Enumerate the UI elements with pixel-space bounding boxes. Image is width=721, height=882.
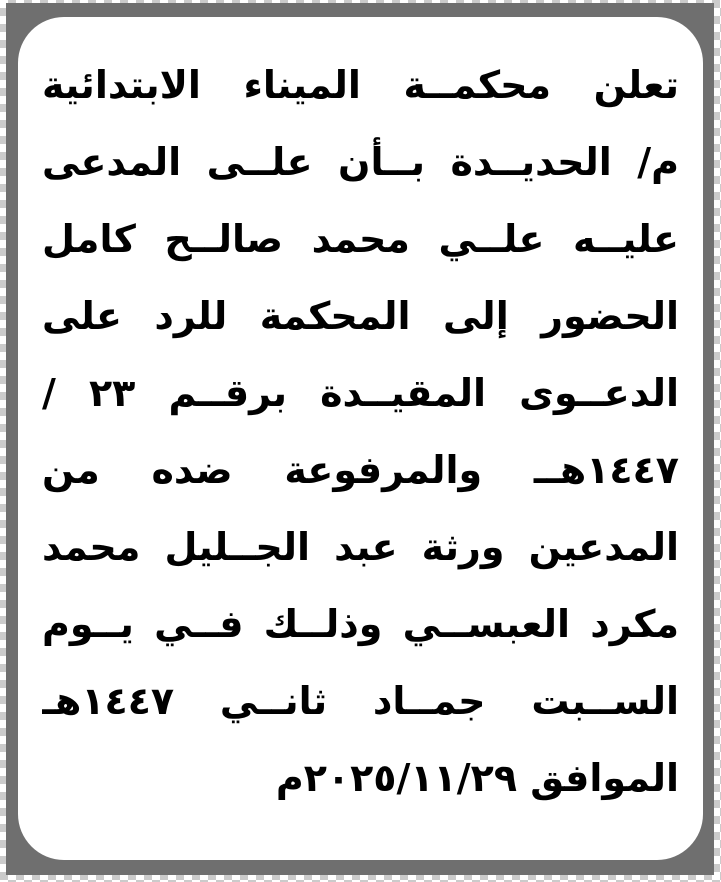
notice-line-3: عليــه علــي محمد صالــح كامل [42, 217, 679, 261]
notice-line-8: مكرد العبســي وذلــك فــي يــوم [42, 602, 679, 646]
notice-line-5: الدعــوى المقيــدة برقــم ٢٣ / [42, 371, 679, 415]
notice-line-9: الســبت جمــاد ثانــي ١٤٤٧هـ [42, 679, 679, 723]
notice-line-2: م/ الحديــدة بــأن علــى المدعى [42, 140, 679, 184]
notice-line-10: الموافق ٢٠٢٥/١١/٢٩م [275, 756, 679, 800]
notice-text-block [42, 47, 679, 817]
notice-line-7: المدعين ورثة عبد الجــليل محمد [42, 525, 679, 569]
notice-line-6: ١٤٤٧هــ والمرفوعة ضده من [42, 448, 679, 492]
notice-line-1: تعلن محكمــة الميناء الابتدائية [42, 63, 679, 107]
notice-card [18, 17, 703, 860]
notice-line-4: الحضور إلى المحكمة للرد على [42, 294, 679, 338]
